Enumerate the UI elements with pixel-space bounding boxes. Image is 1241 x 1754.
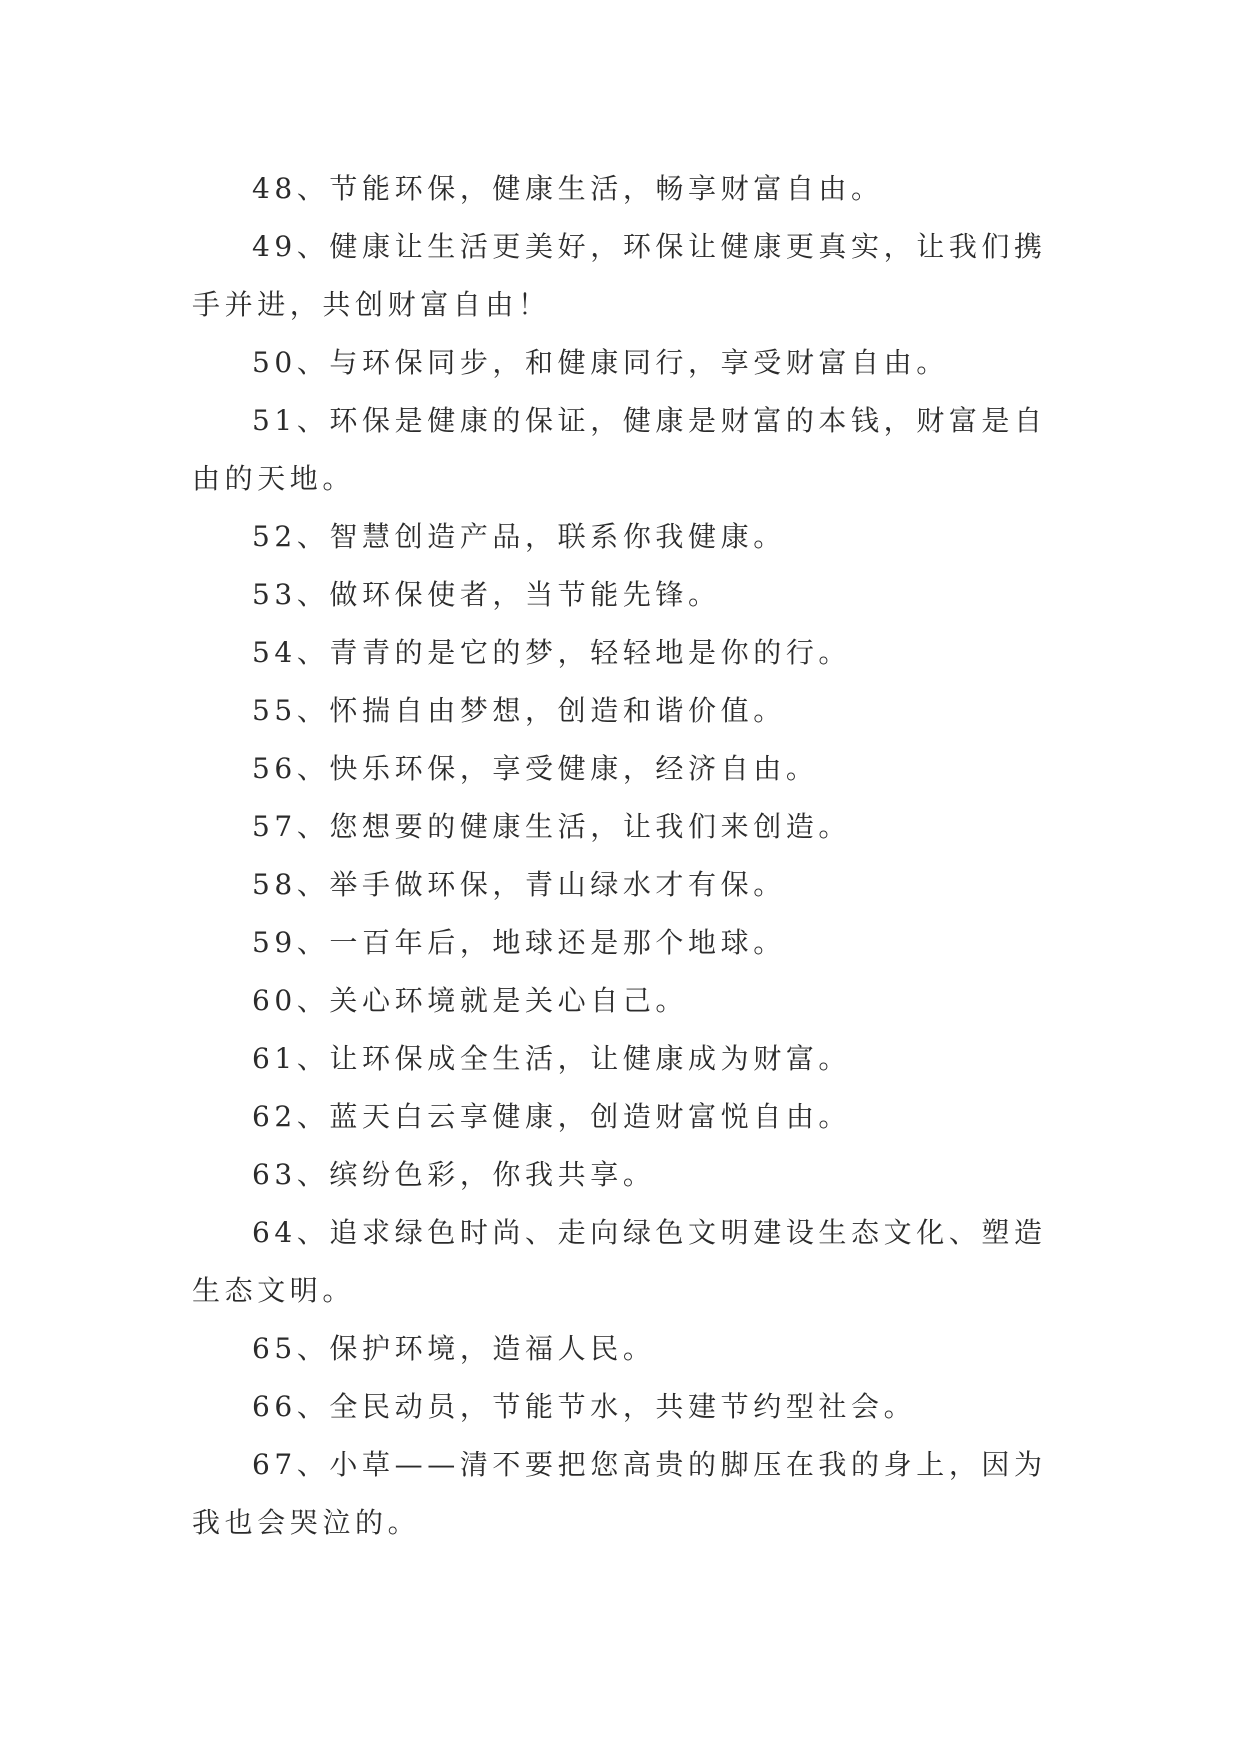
paragraph-57: 57、您想要的健康生活，让我们来创造。 <box>252 810 852 843</box>
paragraph-50: 50、与环保同步，和健康同行，享受财富自由。 <box>252 346 949 379</box>
paragraph-63: 63、缤纷色彩，你我共享。 <box>252 1158 656 1191</box>
paragraph-59: 59、一百年后，地球还是那个地球。 <box>252 926 786 959</box>
paragraph-67: 67、小草——清不要把您高贵的脚压在我的身上，因为我也会哭泣的。 <box>192 1448 1047 1539</box>
paragraph-66: 66、全民动员，节能节水，共建节约型社会。 <box>252 1390 917 1423</box>
paragraph-51: 51、环保是健康的保证，健康是财富的本钱，财富是自由的天地。 <box>192 404 1047 495</box>
paragraph-53: 53、做环保使者，当节能先锋。 <box>252 578 721 611</box>
paragraph-52: 52、智慧创造产品，联系你我健康。 <box>252 520 786 553</box>
paragraph-56: 56、快乐环保，享受健康，经济自由。 <box>252 752 819 785</box>
paragraph-55: 55、怀揣自由梦想，创造和谐价值。 <box>252 694 786 727</box>
paragraph-64: 64、追求绿色时尚、走向绿色文明建设生态文化、塑造生态文明。 <box>192 1216 1047 1307</box>
paragraph-48: 48、节能环保，健康生活，畅享财富自由。 <box>252 172 884 205</box>
paragraph-65: 65、保护环境，造福人民。 <box>252 1332 656 1365</box>
paragraph-62: 62、蓝天白云享健康，创造财富悦自由。 <box>252 1100 852 1133</box>
paragraph-58: 58、举手做环保，青山绿水才有保。 <box>252 868 786 901</box>
paragraph-49: 49、健康让生活更美好，环保让健康更真实，让我们携手并进，共创财富自由！ <box>192 230 1047 321</box>
paragraph-60: 60、关心环境就是关心自己。 <box>252 984 689 1017</box>
paragraph-61: 61、让环保成全生活，让健康成为财富。 <box>252 1042 852 1075</box>
document-body <box>192 160 1054 1552</box>
paragraph-54: 54、青青的是它的梦，轻轻地是你的行。 <box>252 636 852 669</box>
